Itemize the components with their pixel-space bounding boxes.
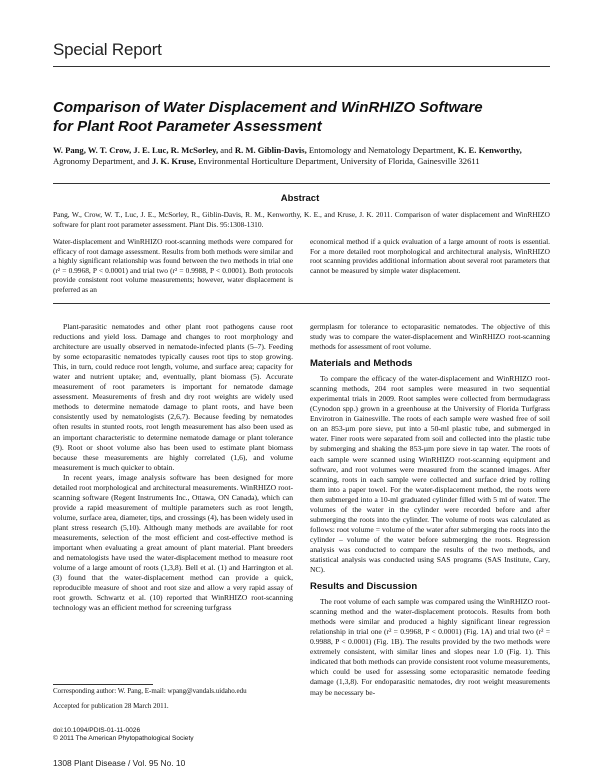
abstract-citation: Pang, W., Crow, W. T., Luc, J. E., McSorley, R., Giblin-Davis, R. M., Kenworthy, K. E., and Kruse, J. K. 2011. Comparison of water displacement and WinRHIZO software for plant root parameter assessment. Plant Dis. 95:1308-1310. — [53, 210, 550, 229]
author-names-1: W. Pang, W. T. Crow, J. E. Luc, R. McSorley, — [53, 145, 219, 155]
body-paragraph: germplasm for tolerance to ectoparasitic nematodes. The objective of this study was to compare the water-displacement and WinRHIZO root-scanning methods for assessment of root volume. — [310, 322, 550, 352]
affiliation-2: Agronomy Department, and — [53, 156, 152, 166]
doi: doi:10.1094/PDIS-01-11-0026 — [53, 727, 141, 734]
results-discussion-heading: Results and Discussion — [310, 581, 418, 593]
affiliation-1: Entomology and Nematology Department, — [306, 145, 458, 155]
author-conjunction: and — [218, 145, 235, 155]
section-title: Special Report — [53, 40, 162, 59]
doi-block — [53, 727, 293, 744]
header-rule — [53, 66, 550, 67]
title-line-1: Comparison of Water Displacement and WinRHIZO Software — [53, 99, 483, 116]
body-paragraph: To compare the efficacy of the water-displacement and WinRHIZO root-scanning methods, 204 root samples were measured in two sequential experimental trials in 2009. Root samples were collected from bermudagrass (Cynodon spp.) grown in a greenhouse at the University of Florida Turfgrass Envirotron in Gainesville. The roots of each sample were washed free of soil on an 853-µm pore sieve, put into a 50-ml plastic tube, and submerged in water. Finer roots were separated from soil and collected into the plastic tube by submerging and shaking the 853-µm pore sieve in tap water. The roots of each sample were scanned using WinRHIZO root-scanning equipment and software, and root volumes were measured from the scanned images. After scanning, roots in each sample were collected and surface dried by rolling them into a paper towel. For the water-displacement method, the roots were then submerged into a 10-ml graduated cylinder filled with 5 ml of water. The volumes of the water in the cylinder were recorded before and after submerging the roots into the cylinder. The volume of roots was calculated as follows: root volume = volume of the water after submerging the roots into the cylinder – volume of the water before submerging the roots. Regression analysis was conducted to compare the results of the two methods, and statistical analysis was conducted using SAS programs (SAS Institute, Cary, NC). — [310, 374, 550, 575]
title-line-2: for Plant Root Parameter Assessment — [53, 118, 322, 135]
body-left-column — [53, 322, 293, 613]
body-paragraph: The root volume of each sample was compared using the WinRHIZO root-scanning method and the water-displacement protocols. Results from both methods were similar and produced a highly significant linear regression relationship in trial one (r² = 0.9968, P < 0.0001) (Fig. 1A) and trial two (r² = 0.9988, P < 0.0001) (Fig. 1B). The results provided by the two methods were extremely consistent, with similar lines and slopes near 1.0 (Fig. 1). This indicated that both methods can provide consistent root volume measurements, which could be used for assessing some ectoparasitic nematode feeding damage (1,3,8). For endoparasitic nematodes, dry root weight measurements may be necessary be- — [310, 597, 550, 697]
author-names-4: J. K. Kruse, — [151, 156, 196, 166]
author-names-2: R. M. Giblin-Davis, — [234, 145, 307, 155]
body-right-column — [310, 322, 550, 698]
author-names-3: K. E. Kenworthy, — [457, 145, 522, 155]
author-line-2 — [53, 156, 553, 167]
author-line-1 — [53, 145, 553, 156]
corresponding-author: Corresponding author: W. Pang, E-mail: wpang@vandals.uidaho.edu — [53, 687, 247, 695]
abstract-right-column: economical method if a quick evaluation of a large amount of roots is essential. For a more detailed root morphological and architectural analysis, WinRHIZO root scanning provides additional information about several root parameters that cannot be measured by simple water displacement. — [310, 237, 550, 275]
materials-methods-heading: Materials and Methods — [310, 358, 413, 370]
abstract-bottom-rule — [53, 303, 550, 304]
footnote-rule — [53, 684, 153, 685]
abstract-left-column: Water-displacement and WinRHIZO root-scanning methods were compared for efficacy of root damage assessment. Results from both methods were similar and a highly significant relationship was found between the two methods in trial one (r² = 0.9968, P < 0.0001) and trial two (r² = 0.9988, P < 0.0001). Both protocols provide consistent root volume measurements; however, water displacement is preferred as an — [53, 237, 293, 294]
footnote-block — [53, 687, 293, 711]
abstract-top-rule — [53, 183, 550, 184]
author-list — [53, 145, 553, 167]
page-footer: 1308 Plant Disease / Vol. 95 No. 10 — [53, 758, 186, 768]
article-title — [53, 98, 553, 136]
body-paragraph: Plant-parasitic nematodes and other plant root pathogens cause root reductions and yield loss. Damage and changes to root morphology and architecture are usually observed in nematode-infected plants (5–7). Feeding by some ectoparasitic nematodes typically causes root tips to stop growing. This, in turn, could reduce root length, volume, and surface area; capacity for water and nutrient uptake; and, eventually, plant biomass (5). Accurate measurement of root parameters is important for nematode damage assessment. Measurements of fresh and dry root weights are widely used methods to determine nematode damage to plant roots, and have been consistently used by nematologists (2,6,7). Because feeding by nematodes often results in stunted roots, root length measurement has also been used as an important characteristic to determine nematode damage or plant tolerance (9). Root or shoot volume also has been used to estimate plant biomass because these measurements are highly correlated (1,6), and volume measurement is much quicker to obtain. — [53, 322, 293, 472]
affiliation-3: Environmental Horticulture Department, University of Florida, Gainesville 32611 — [195, 156, 480, 166]
accepted-date: Accepted for publication 28 March 2011. — [53, 702, 169, 710]
copyright: © 2011 The American Phytopathological Society — [53, 735, 194, 743]
body-paragraph: In recent years, image analysis software has been designed for more detailed root morphological and architectural measurements. WinRHIZO root-scanning software (Regent Instruments Inc., Ottawa, ON Canada), which can provide a rapid measurement of multiple parameters such as root length, volume, surface area, diameter, tips, and crossings (4), has been widely used in plant stress research (5,10). Although many methods are available for root measurements, selection of the most efficient and cost-effective method is important when evaluating a great amount of plant material. Plant breeders and nematologists have used the water-displacement method to measure root volume of a large amount of roots (1,3,8). Bell et al. (1) and Harrington et al. (3) found that the water-displacement method can provide a quick, reproducible measure of shoot and root size and allow a very rapid assay of root growth. Schwartz et al. (10) reported that WinRHIZO root-scanning technology was an efficient method for screening turfgrass — [53, 472, 293, 613]
abstract-heading: Abstract — [280, 193, 320, 204]
